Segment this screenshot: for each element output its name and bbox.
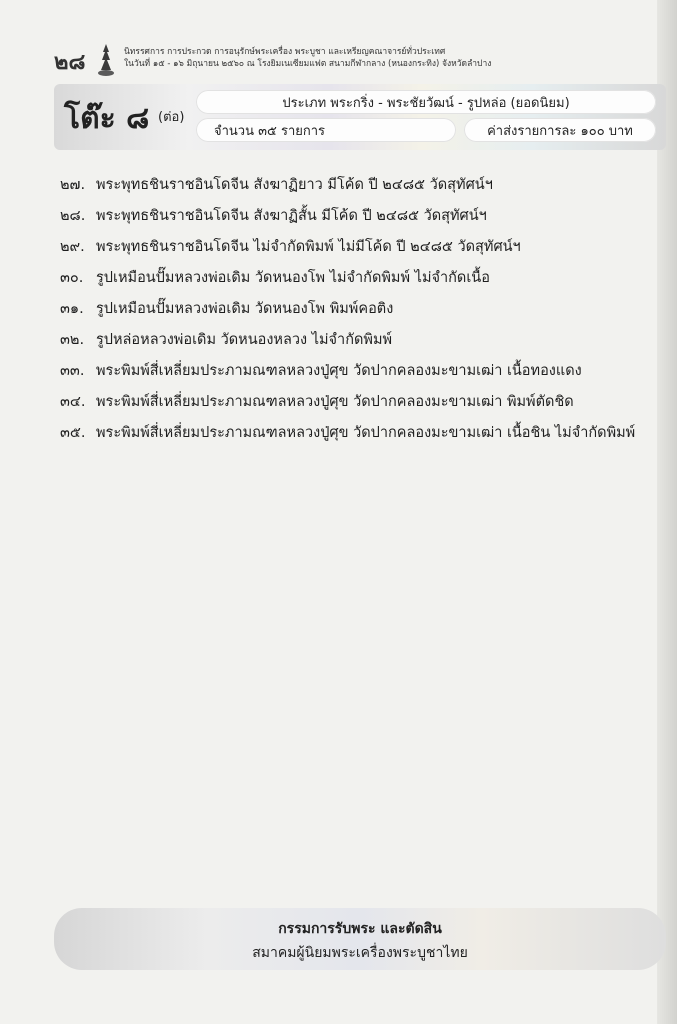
- event-title-line: นิทรรศการ การประกวด การอนุรักษ์พระเครื่อง พระบูชา และเหรียญคณาจารย์ทั่วประเทศ: [124, 47, 446, 57]
- item-number: ๓๐.: [60, 270, 84, 286]
- list-item: [60, 391, 660, 422]
- list-item: [60, 267, 660, 298]
- item-number: ๓๑.: [60, 301, 84, 317]
- item-number: ๓๕.: [60, 425, 86, 441]
- item-text: พระพุทธชินราชอินโดจีน ไม่จำกัดพิมพ์ ไม่มีโค้ด ปี ๒๔๘๕ วัดสุทัศน์ฯ: [96, 239, 521, 255]
- item-text: รูปหล่อหลวงพ่อเดิม วัดหนองหลวง ไม่จำกัดพิมพ์: [96, 332, 393, 348]
- page-edge-shadow: [657, 0, 677, 1024]
- page-header: [54, 40, 654, 80]
- table-continued-label: (ต่อ): [158, 110, 185, 125]
- list-item: [60, 360, 660, 391]
- item-number: ๒๘.: [60, 208, 86, 224]
- item-text: รูปเหมือนปั๊มหลวงพ่อเดิม วัดหนองโพ ไม่จำกัดพิมพ์ ไม่จำกัดเนื้อ: [96, 270, 490, 286]
- category-pill: [196, 90, 656, 114]
- fee-text: ค่าส่งรายการละ ๑๐๐ บาท: [487, 123, 633, 139]
- item-list: [60, 174, 660, 453]
- footer-subtitle: สมาคมผู้นิยมพระเครื่องพระบูชาไทย: [252, 945, 468, 961]
- item-text: พระพิมพ์สี่เหลี่ยมประภามณฑลหลวงปู่ศุข วัดปากคลองมะขามเฒ่า พิมพ์ตัดชิด: [96, 394, 574, 410]
- category-text: ประเภท พระกริ่ง - พระชัยวัฒน์ - รูปหล่อ (ยอดนิยม): [282, 95, 570, 111]
- list-item: [60, 236, 660, 267]
- item-text: รูปเหมือนปั๊มหลวงพ่อเดิม วัดหนองโพ พิมพ์คอติง: [96, 301, 394, 317]
- item-text: พระพิมพ์สี่เหลี่ยมประภามณฑลหลวงปู่ศุข วัดปากคลองมะขามเฒ่า เนื้อชิน ไม่จำกัดพิมพ์: [96, 425, 636, 441]
- list-item: [60, 298, 660, 329]
- footer-title: กรรมการรับพระ และตัดสิน: [278, 921, 442, 937]
- list-item: [60, 422, 660, 453]
- association-emblem-icon: [96, 43, 116, 77]
- event-date-venue-line: ในวันที่ ๑๕ - ๑๖ มิถุนายน ๒๕๖๐ ณ โรงยิมเนเซียมแฟต สนามกีฬากลาง (หนองกระทิง) จังหวัดลำปาง: [124, 59, 492, 69]
- list-item: [60, 329, 660, 360]
- list-item: [60, 205, 660, 236]
- footer-banner: [54, 908, 666, 970]
- item-number: ๒๗.: [60, 177, 86, 193]
- item-text: พระพิมพ์สี่เหลี่ยมประภามณฑลหลวงปู่ศุข วัดปากคลองมะขามเฒ่า เนื้อทองแดง: [96, 363, 582, 379]
- count-pill: [196, 118, 456, 142]
- list-item: [60, 174, 660, 205]
- event-description: [124, 46, 644, 70]
- table-banner: [54, 84, 666, 150]
- item-number: ๒๙.: [60, 239, 85, 255]
- item-number: ๓๒.: [60, 332, 85, 348]
- page-number: ๒๘: [54, 50, 86, 75]
- item-text: พระพุทธชินราชอินโดจีน สังฆาฏิสั้น มีโค้ด ปี ๒๔๘๕ วัดสุทัศน์ฯ: [96, 208, 487, 224]
- table-label: โต๊ะ ๘: [64, 101, 150, 136]
- item-number: ๓๓.: [60, 363, 85, 379]
- fee-pill: [464, 118, 656, 142]
- item-number: ๓๔.: [60, 394, 86, 410]
- item-text: พระพุทธชินราชอินโดจีน สังฆาฏิยาว มีโค้ด ปี ๒๔๘๕ วัดสุทัศน์ฯ: [96, 177, 493, 193]
- count-text: จำนวน ๓๕ รายการ: [214, 123, 326, 139]
